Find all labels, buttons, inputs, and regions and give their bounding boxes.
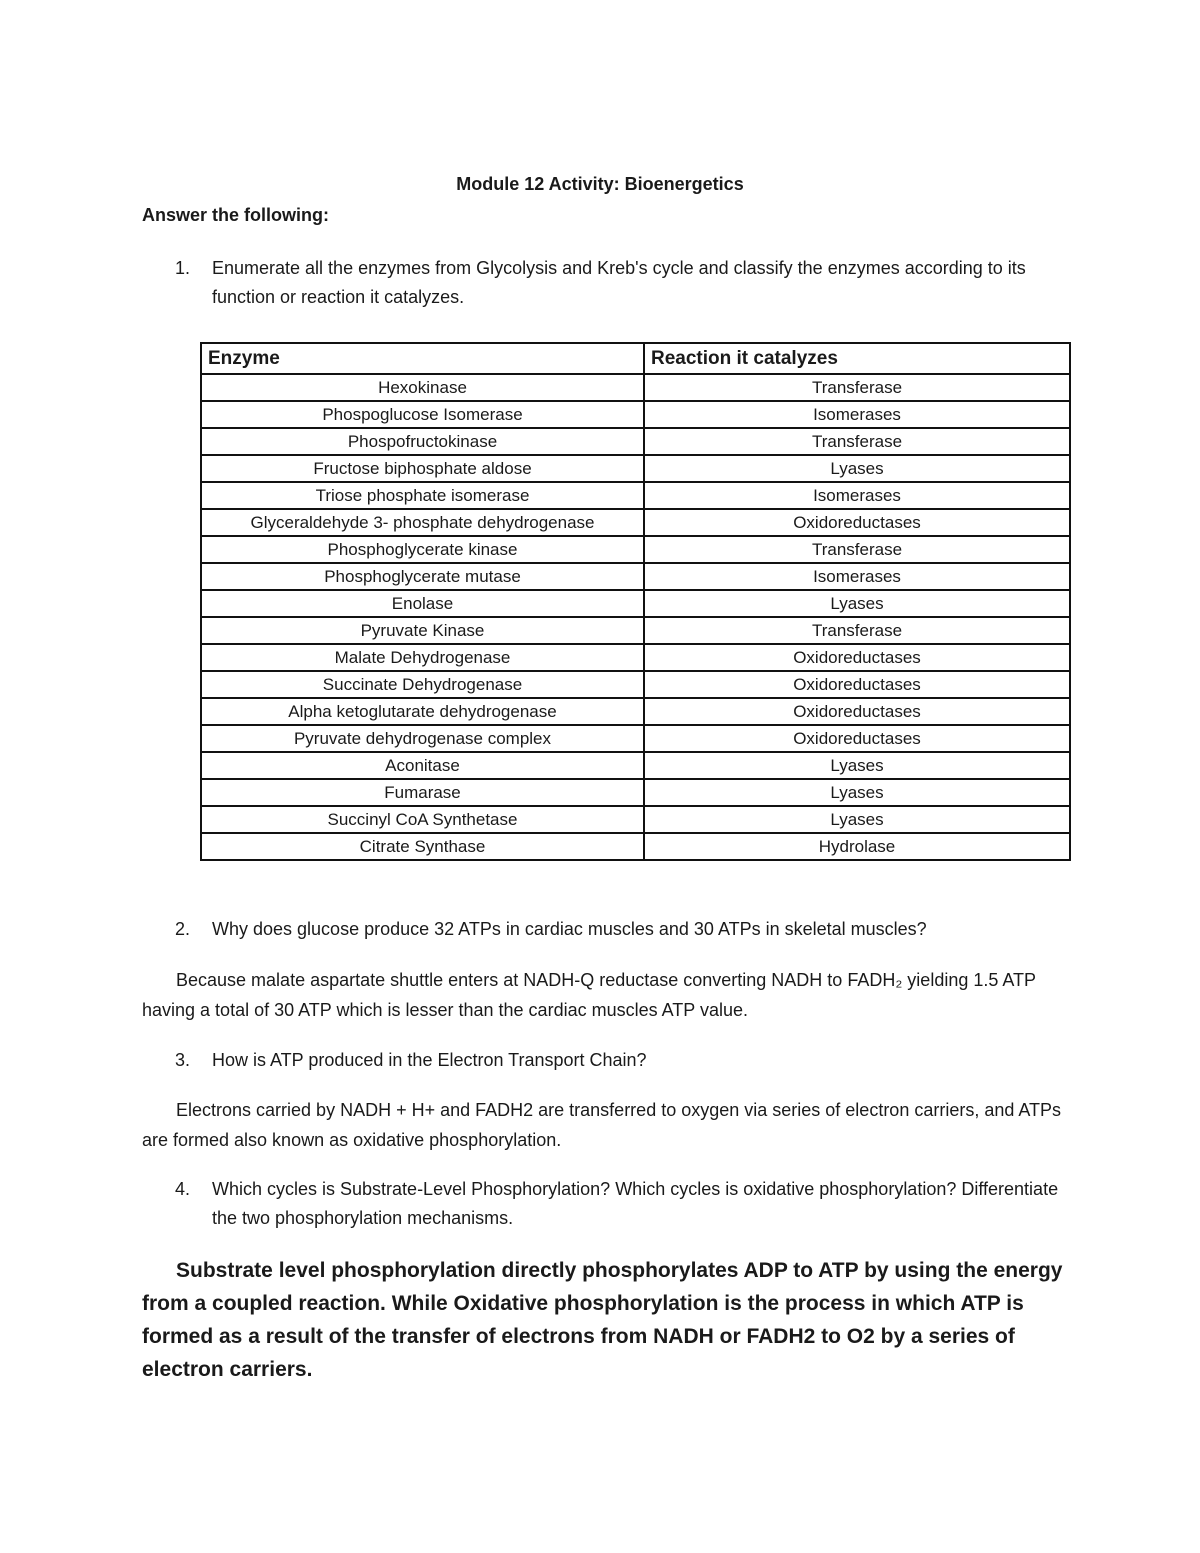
reaction-cell: Lyases <box>644 590 1070 617</box>
reaction-cell: Lyases <box>644 752 1070 779</box>
table-row <box>201 671 1070 698</box>
reaction-cell: Lyases <box>644 455 1070 482</box>
table-row <box>201 833 1070 860</box>
table-row <box>201 509 1070 536</box>
page-title: Module 12 Activity: Bioenergetics <box>456 174 744 194</box>
question-3 <box>175 1046 1075 1075</box>
table-row <box>201 590 1070 617</box>
answer-2: Because malate aspartate shuttle enters at NADH-Q reductase converting NADH to FADH₂ yielding 1.5 ATP having a total of 30 ATP which is lesser than the cardiac muscles ATP value. <box>142 970 1036 1020</box>
question-text: Which cycles is Substrate-Level Phosphorylation? Which cycles is oxidative phosphorylation? Differentiate the two phosphorylation mechanisms. <box>212 1179 1059 1228</box>
table-row <box>201 428 1070 455</box>
table-row <box>201 617 1070 644</box>
reaction-cell: Oxidoreductases <box>644 671 1070 698</box>
enzyme-cell: Triose phosphate isomerase <box>201 482 644 509</box>
enzyme-cell: Phospofructokinase <box>201 428 644 455</box>
table-row <box>201 455 1070 482</box>
question-text: Why does glucose produce 32 ATPs in cardiac muscles and 30 ATPs in skeletal muscles? <box>212 919 927 939</box>
enzyme-cell: Aconitase <box>201 752 644 779</box>
reaction-cell: Lyases <box>644 806 1070 833</box>
table-row <box>201 698 1070 725</box>
question-number: 4. <box>175 1179 191 1199</box>
question-text: How is ATP produced in the Electron Transport Chain? <box>212 1050 647 1070</box>
enzyme-cell: Phosphoglycerate mutase <box>201 563 644 590</box>
enzyme-cell: Alpha ketoglutarate dehydrogenase <box>201 698 644 725</box>
column-header-enzyme: Enzyme <box>201 343 644 374</box>
enzyme-cell: Malate Dehydrogenase <box>201 644 644 671</box>
table-row <box>201 806 1070 833</box>
enzyme-cell: Succinyl CoA Synthetase <box>201 806 644 833</box>
reaction-cell: Transferase <box>644 374 1070 401</box>
reaction-cell: Transferase <box>644 536 1070 563</box>
table-row <box>201 401 1070 428</box>
reaction-cell: Transferase <box>644 617 1070 644</box>
enzyme-cell: Enolase <box>201 590 644 617</box>
enzyme-cell: Pyruvate dehydrogenase complex <box>201 725 644 752</box>
table-row <box>201 482 1070 509</box>
enzyme-cell: Pyruvate Kinase <box>201 617 644 644</box>
question-1 <box>175 254 1075 312</box>
instruction-heading: Answer the following: <box>142 205 329 225</box>
table-row <box>201 536 1070 563</box>
question-number: 2. <box>175 919 191 939</box>
question-number: 3. <box>175 1050 191 1070</box>
enzyme-cell: Fructose biphosphate aldose <box>201 455 644 482</box>
table-row <box>201 644 1070 671</box>
column-header-reaction: Reaction it catalyzes <box>644 343 1070 374</box>
answer-3: Electrons carried by NADH + H+ and FADH2 are transferred to oxygen via series of electron carriers, and ATPs are formed also known as oxidative phosphorylation. <box>142 1100 1062 1150</box>
reaction-cell: Oxidoreductases <box>644 698 1070 725</box>
reaction-cell: Isomerases <box>644 482 1070 509</box>
reaction-cell: Lyases <box>644 779 1070 806</box>
reaction-cell: Isomerases <box>644 401 1070 428</box>
reaction-cell: Oxidoreductases <box>644 644 1070 671</box>
enzyme-cell: Succinate Dehydrogenase <box>201 671 644 698</box>
enzyme-cell: Citrate Synthase <box>201 833 644 860</box>
table-row <box>201 563 1070 590</box>
reaction-cell: Oxidoreductases <box>644 509 1070 536</box>
reaction-cell: Hydrolase <box>644 833 1070 860</box>
answer-4: Substrate level phosphorylation directly phosphorylates ADP to ATP by using the energy from a coupled reaction. While Oxidative phosphorylation is the process in which ATP is formed as a result of the transfer of electrons from NADH or FADH2 to O2 by a series of electron carriers. <box>142 1259 1063 1381</box>
table-row <box>201 725 1070 752</box>
question-number: 1. <box>175 258 191 278</box>
enzyme-cell: Hexokinase <box>201 374 644 401</box>
enzyme-table <box>200 342 1071 861</box>
enzyme-cell: Fumarase <box>201 779 644 806</box>
table-row <box>201 779 1070 806</box>
enzyme-cell: Glyceraldehyde 3- phosphate dehydrogenase <box>201 509 644 536</box>
question-2 <box>175 915 1075 944</box>
reaction-cell: Oxidoreductases <box>644 725 1070 752</box>
table-row <box>201 752 1070 779</box>
enzyme-cell: Phospoglucose Isomerase <box>201 401 644 428</box>
table-row <box>201 374 1070 401</box>
question-text: Enumerate all the enzymes from Glycolysis and Kreb's cycle and classify the enzymes according to its function or reaction it catalyzes. <box>212 258 1026 307</box>
question-4 <box>175 1175 1075 1233</box>
table-header-row <box>201 343 1070 374</box>
reaction-cell: Transferase <box>644 428 1070 455</box>
enzyme-cell: Phosphoglycerate kinase <box>201 536 644 563</box>
reaction-cell: Isomerases <box>644 563 1070 590</box>
